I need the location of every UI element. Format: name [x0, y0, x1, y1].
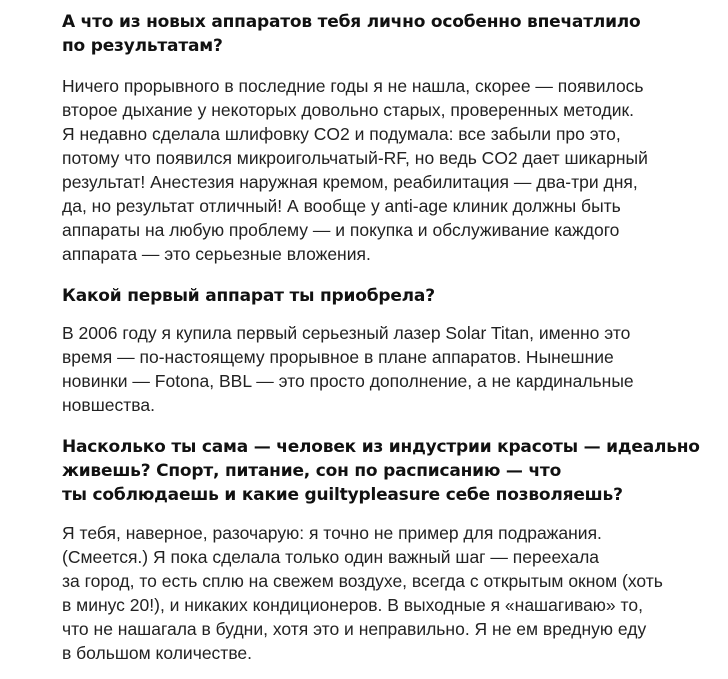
question-line: А что из новых аппаратов тебя лично особенно впечатлило — [62, 12, 641, 32]
answer-line: результат! Анестезия наружная кремом, реабилитация — два-три дня, — [62, 172, 638, 192]
question-line: Какой первый аппарат ты приобрела? — [62, 286, 435, 306]
question-line: Насколько ты сама — человек из индустрии красоты — идеально — [62, 437, 700, 457]
answer-line: в минус 20!), и никаких кондиционеров. В выходные я «нашагиваю» то, — [62, 595, 643, 615]
answer-line: (Смеется.) Я пока сделала только один важный шаг — переехала — [62, 547, 600, 567]
interview-answer-new-devices — [62, 74, 648, 266]
answer-line: за город, то есть сплю на свежем воздухе, всегда с открытым окном (хоть — [62, 571, 663, 591]
interview-question-new-devices — [62, 10, 641, 58]
answer-line: потому что появился микроигольчатый-RF, но ведь CO2 дает шикарный — [62, 148, 648, 168]
answer-line: В 2006 году я купила первый серьезный лазер Solar Titan, именно это — [62, 323, 631, 343]
answer-line: в большом количестве. — [62, 643, 253, 663]
question-line: по результатам? — [62, 36, 223, 56]
answer-line: новинки — Fotona, BBL — это просто дополнение, а не кардинальные — [62, 371, 634, 391]
interview-question-lifestyle — [62, 435, 700, 507]
question-line: живешь? Спорт, питание, сон по расписанию — что — [62, 461, 562, 481]
interview-answer-lifestyle — [62, 521, 663, 665]
question-line: ты соблюдаешь и какие guiltypleasure себе позволяешь? — [62, 485, 623, 505]
answer-line: Ничего прорывного в последние годы я не нашла, скорее — появилось — [62, 76, 644, 96]
answer-line: аппарата — это серьезные вложения. — [62, 244, 371, 264]
answer-line: время — по-настоящему прорывное в плане аппаратов. Нынешние — [62, 347, 614, 367]
answer-line: новшества. — [62, 395, 155, 415]
answer-line: что не нашагала в будни, хотя это и неправильно. Я не ем вредную еду — [62, 619, 647, 639]
answer-line: второе дыхание у некоторых довольно старых, проверенных методик. — [62, 100, 634, 120]
interview-question-first-device — [62, 284, 435, 308]
answer-line: Я тебя, наверное, разочарую: я точно не пример для подражания. — [62, 523, 602, 543]
answer-line: да, но результат отличный! А вообще у anti-age клиник должны быть — [62, 196, 621, 216]
answer-line: Я недавно сделала шлифовку CO2 и подумала: все забыли про это, — [62, 124, 621, 144]
answer-line: аппараты на любую проблему — и покупка и обслуживание каждого — [62, 220, 620, 240]
interview-answer-first-device — [62, 321, 634, 417]
